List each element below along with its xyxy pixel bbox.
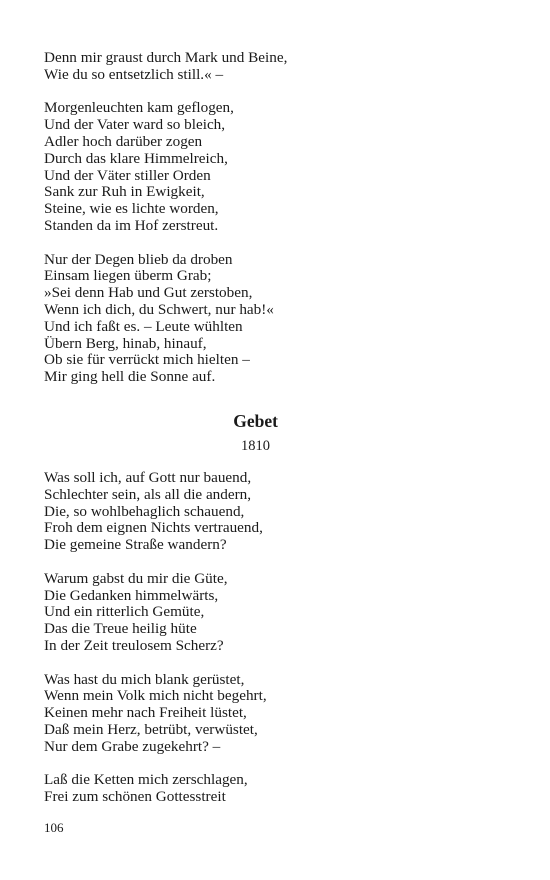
verse-line: Schlechter sein, als all die andern,: [44, 485, 252, 503]
poem-title: [0, 410, 510, 432]
stanza: [44, 100, 514, 234]
verse-line: Wie du so entsetzlich still.« –: [44, 65, 224, 83]
verse-line: Mir ging hell die Sonne auf.: [44, 368, 216, 386]
verse-line: »Sei denn Hab und Gut zerstoben,: [44, 284, 253, 302]
page-number: 106: [44, 820, 64, 835]
stanza: [44, 672, 514, 756]
verse-line: Ob sie für verrückt mich hielten –: [44, 351, 250, 369]
verse-line: Was soll ich, auf Gott nur bauend,: [44, 469, 252, 486]
verse-line: Nur der Degen blieb da droben: [44, 250, 233, 268]
verse-line: Und der Vater ward so bleich,: [44, 116, 226, 134]
verse-line: Die, so wohlbehaglich schauend,: [44, 502, 245, 520]
verse-line: Daß mein Herz, betrübt, verwüstet,: [44, 720, 258, 738]
verse-line: Und ein ritterlich Gemüte,: [44, 603, 205, 621]
verse-line: In der Zeit treulosem Scherz?: [44, 636, 224, 654]
verse-line: Und ich faßt es. – Leute wühlten: [44, 317, 243, 335]
verse-line: Steine, wie es lichte worden,: [44, 200, 219, 218]
verse-line: Einsam liegen überm Grab;: [44, 267, 212, 285]
poem-body: [44, 470, 514, 806]
poem-title-text: Gebet: [233, 411, 278, 431]
verse-line: Denn mir graust durch Mark und Beine,: [44, 49, 288, 66]
stanza: [44, 772, 514, 806]
verse-line: Und der Väter stiller Orden: [44, 166, 211, 184]
verse-line: Standen da im Hof zerstreut.: [44, 216, 219, 234]
stanza: [44, 252, 514, 386]
verse-line: Keinen mehr nach Freiheit lüstet,: [44, 704, 247, 722]
stanza: [44, 470, 514, 554]
verse-line: Wenn ich dich, du Schwert, nur hab!«: [44, 300, 274, 318]
verse-line: Die Gedanken himmelwärts,: [44, 586, 219, 604]
verse-line: Wenn mein Volk mich nicht begehrt,: [44, 687, 267, 705]
verse-line: Durch das klare Himmelreich,: [44, 149, 228, 167]
verse-line: Das die Treue heilig hüte: [44, 620, 197, 638]
verse-line: Warum gabst du mir die Güte,: [44, 569, 228, 587]
verse-line: Froh dem eignen Nichts vertrauend,: [44, 519, 263, 537]
verse-line: Übern Berg, hinab, hinauf,: [44, 334, 207, 352]
verse-line: Was hast du mich blank gerüstet,: [44, 670, 245, 688]
verse-line: Laß die Ketten mich zerschlagen,: [44, 771, 248, 789]
previous-poem-continuation: [44, 50, 514, 386]
verse-line: Morgenleuchten kam geflogen,: [44, 99, 234, 117]
verse-line: Die gemeine Straße wandern?: [44, 536, 227, 554]
verse-line: Nur dem Grabe zugekehrt? –: [44, 737, 221, 755]
stanza: [44, 571, 514, 655]
verse-line: Frei zum schönen Gottesstreit: [44, 788, 226, 806]
verse-line: Sank zur Ruh in Ewigkeit,: [44, 183, 205, 201]
poem-year: 1810: [241, 438, 270, 454]
verse-line: Adler hoch darüber zogen: [44, 132, 203, 150]
stanza: [44, 50, 514, 84]
